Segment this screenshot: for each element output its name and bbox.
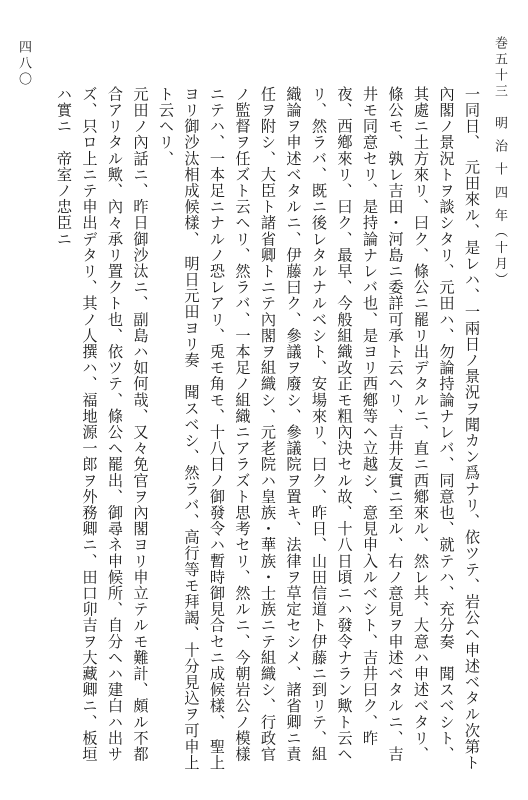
page-number: 四八〇 bbox=[16, 40, 31, 88]
running-header: 巻五十三 明 治 十 四 年（十月） bbox=[492, 36, 507, 289]
vertical-body-text: 一同日、 元田來ル、是レハ、一兩日ノ景況ヲ聞カン爲ナリ、依ツテ、岩公ヘ申述ベタル次第ト內閣ノ景況トヲ談シタリ、元田ハ、勿論持論ナレバ、同意也、就テハ、充分奏 聞スベシト、其處ニ土方來リ、曰ク、條公ニ罷リ出デタルニ、直ニ西鄕來ル、然レ共、大意ハ申述ベタリ、條公モ、孰レ吉田・河島ニ委詳可承ト云ヘリ、吉井友實ニ至ル、右ノ意見ヲ申述ベタルニ、吉井モ同意セリ、是持論ナレバ也、是ヨリ西鄕等ヘ立越シ、意見申入ルベシト、吉井曰ク、昨夜、西鄕來リ、曰ク、最早、今般組織改正モ粗內決セル故、十八日頃ニハ發令ナラン歟ト云ヘリ、然ラバ、既ニ後レタルナルベシト、安場來リ、曰ク、昨日、山田信道ト伊藤ニ到リテ、組織論ヲ申述ベタルニ、伊藤曰ク、參議ヲ廢シ、參議院ヲ置キ、法律ヲ草定セシメ、諸省卿ニ責任ヲ附シ、大臣ト諸省卿トニテ內閣ヲ組織シ、元老院ハ皇族・華族・士族ニテ組織シ、行政官ノ監督ヲ任ズト云ヘリ、然ラバ、一本足ノ組織ニアラズト思考セリ、然ルニ、今朝岩公ノ模樣ニテハ、一本足ニナルノ恐レアリ、兎モ角モ、十八日ノ御發令ハ暫時御見合セニ成候樣、 聖上ヨリ御沙汰相成候樣、 明日元田ヨリ奏 聞スベシ、然ラバ、高行等モ拜謁、十分見込ヲ可申上ト云ヘリ、 元田ノ內話ニ、昨日御沙汰ニ、副島ハ如何哉、又々免官ヲ內閣ヨリ申立テルモ難計、頗ル不都合アリタル歟、內々承リ置クト也、依ツテ、條公ヘ罷出、御尋ネ申候所、自分ヘハ建白ハ出サズ、只ロ上ニテ申出デタリ、其ノ人撰ハ、福地源一郎ヲ外務卿ニ、田口卯吉ヲ大藏卿ニ、板垣ハ實ニ 帝室ノ忠臣ニ bbox=[55, 86, 481, 771]
